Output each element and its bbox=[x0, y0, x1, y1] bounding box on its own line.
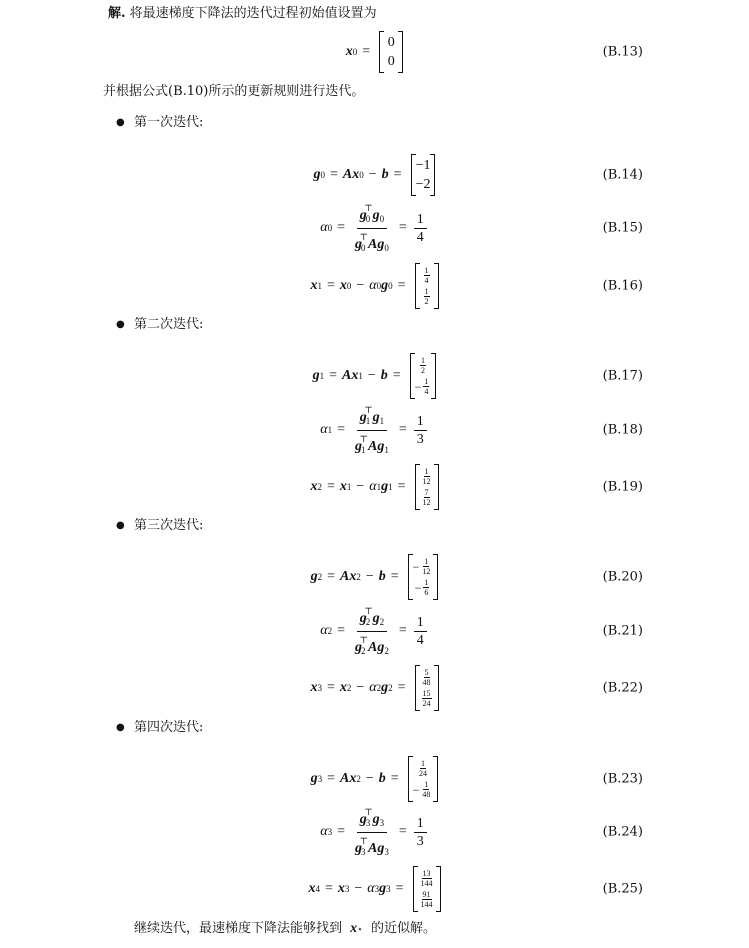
alpha0-value: $\frac{1}{4}$ bbox=[414, 212, 427, 245]
equation-b13-math: x 0 = 0 0 bbox=[346, 31, 403, 73]
equation-b13 bbox=[0, 22, 749, 82]
equation-number: (B.14) bbox=[602, 167, 643, 183]
equation-number: (B.24) bbox=[602, 824, 643, 840]
equation-number: (B.21) bbox=[602, 623, 643, 639]
equation-b23: g 3 = A x 2 − b = $\frac{1}{24}$ − $\frac{1}{48}$ (B.23) bbox=[0, 749, 749, 809]
equation-b15: α 0 = $\frac{g_0^⊤g_0}{g_0^⊤Ag_0}$ = $\frac{1}{4}$ (B.15) bbox=[0, 198, 749, 258]
equation-b25: x 4 = x 3 − α 3 g 3 = $\frac{13}{144}$ $\frac{91}{144}$ (B.25) bbox=[0, 859, 749, 919]
equation-number: (B.13) bbox=[602, 44, 643, 60]
vector-x2: $\frac{1}{12}$ $\frac{7}{12}$ bbox=[415, 464, 439, 510]
intro-line bbox=[108, 5, 377, 23]
equation-number: (B.20) bbox=[602, 569, 643, 585]
vector-x0: 0 0 bbox=[379, 31, 403, 73]
bullet-icon: ● bbox=[116, 520, 125, 531]
vector-g3: $\frac{1}{24}$ − $\frac{1}{48}$ bbox=[408, 756, 439, 802]
vector-x1: $\frac{1}{4}$ $\frac{1}{2}$ bbox=[415, 263, 439, 309]
equation-b17: g 1 = A x 1 − b = $\frac{1}{2}$ − $\frac{1}{4}$ (B.17) bbox=[0, 346, 749, 406]
iteration-label: 第三次迭代: bbox=[134, 518, 204, 533]
equation-number: (B.25) bbox=[602, 881, 643, 897]
vector-x3: $\frac{5}{48}$ $\frac{15}{24}$ bbox=[415, 665, 439, 711]
equation-number: (B.19) bbox=[602, 479, 643, 495]
equation-b16: x 1 = x 0 − α 0 g 0 = $\frac{1}{4}$ $\frac{1}{2}$ (B.16) bbox=[0, 256, 749, 316]
equation-number: (B.18) bbox=[602, 422, 643, 438]
optimal-x-symbol: x ⋆ bbox=[350, 921, 363, 936]
bullet-icon: ● bbox=[116, 117, 125, 128]
intro-text: 将最速梯度下降法的迭代过程初始值设置为 bbox=[129, 6, 377, 21]
equation-b14: g 0 = A x 0 − b = −1 −2 (B.14) bbox=[0, 145, 749, 205]
vector-g0: −1 −2 bbox=[411, 154, 436, 196]
equation-b24: α 3 = $\frac{g_3^⊤g_3}{g_3^⊤Ag_3}$ = $\frac{1}{3}$ (B.24) bbox=[320, 806, 643, 857]
equation-number: (B.17) bbox=[602, 368, 643, 384]
equation-b18: α 1 = $\frac{g_1^⊤g_1}{g_1^⊤Ag_1}$ = $\frac{1}{3}$ (B.18) bbox=[320, 404, 643, 455]
bullet-icon: ● bbox=[116, 319, 125, 330]
equation-number: (B.16) bbox=[602, 278, 643, 294]
alpha3-value: $\frac{1}{3}$ bbox=[414, 816, 427, 849]
alpha2-value: $\frac{1}{4}$ bbox=[414, 615, 427, 648]
vector-g1: $\frac{1}{2}$ − $\frac{1}{4}$ bbox=[410, 353, 437, 399]
equation-number: (B.15) bbox=[602, 220, 643, 236]
iteration-label: 第四次迭代: bbox=[134, 720, 204, 735]
equation-b21: α 2 = $\frac{g_2^⊤g_2}{g_2^⊤Ag_2}$ = $\frac{1}{4}$ (B.21) bbox=[320, 605, 643, 656]
alpha1-value: $\frac{1}{3}$ bbox=[414, 414, 427, 447]
iteration-label: 第二次迭代: bbox=[134, 317, 204, 332]
solution-label: 解. bbox=[108, 6, 126, 21]
paragraph-update-rule: 并根据公式(B.10)所示的更新规则进行迭代。 bbox=[103, 84, 365, 99]
conclusion-line: 继续迭代，最速梯度下降法能够找到 x ⋆ 的近似解。 bbox=[134, 921, 436, 936]
vector-g2: − $\frac{1}{12}$ − $\frac{1}{6}$ bbox=[408, 554, 439, 600]
step-size-fraction: $\frac{g_0^⊤g_0}{g_0^⊤Ag_0}$ bbox=[355, 202, 389, 253]
equation-number: (B.22) bbox=[602, 680, 643, 696]
equation-b22: x 3 = x 2 − α 2 g 2 = $\frac{5}{48}$ $\frac{15}{24}$ (B.22) bbox=[0, 658, 749, 718]
equation-b20: g 2 = A x 2 − b = − $\frac{1}{12}$ − $\frac{1}{6}$ (B.20) bbox=[0, 547, 749, 607]
equation-b19: x 2 = x 1 − α 1 g 1 = $\frac{1}{12}$ $\frac{7}{12}$ (B.19) bbox=[0, 457, 749, 517]
vector-x4: $\frac{13}{144}$ $\frac{91}{144}$ bbox=[413, 866, 441, 912]
bullet-icon: ● bbox=[116, 722, 125, 733]
iteration-label: 第一次迭代: bbox=[134, 115, 204, 130]
equation-number: (B.23) bbox=[602, 771, 643, 787]
